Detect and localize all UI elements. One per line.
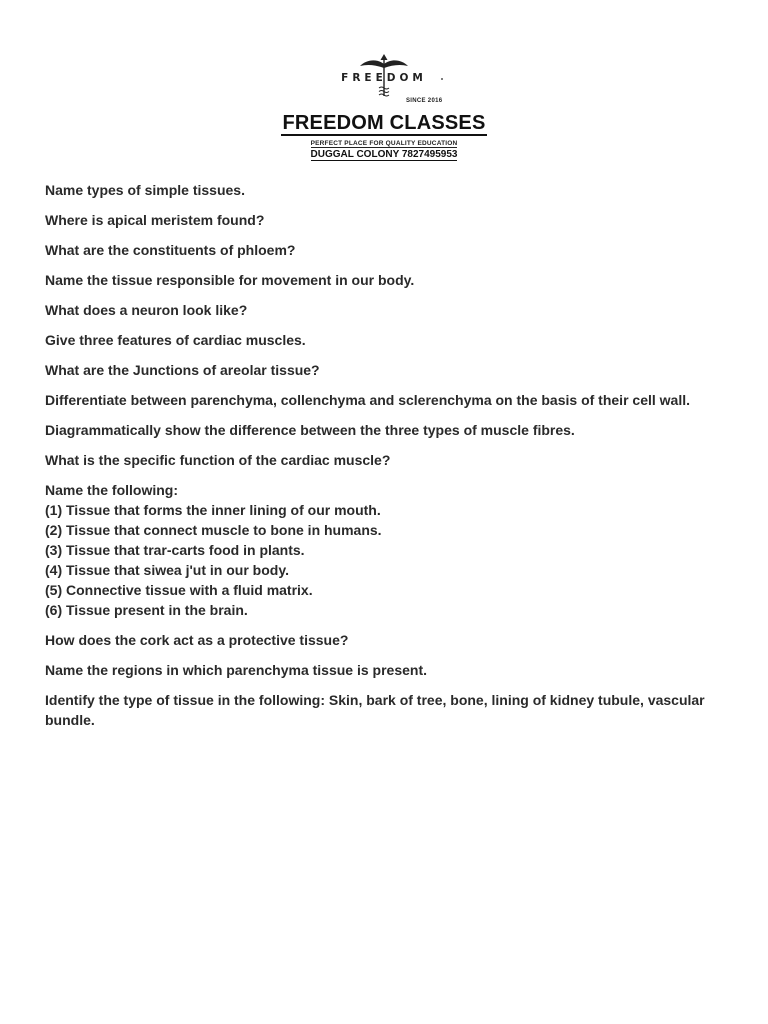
address-phone-text: DUGGAL COLONY 7827495953 <box>310 149 458 160</box>
question-item: Identify the type of tissue in the following: Skin, bark of tree, bone, lining of kidney tubule, vascular bundle. <box>45 692 705 728</box>
question-item: Name the tissue responsible for movement in our body. <box>45 272 415 288</box>
document-header <box>0 52 768 160</box>
name-following-block <box>45 480 725 620</box>
since-label: SINCE 2016 <box>406 98 443 104</box>
name-following-item: (5) Connective tissue with a fluid matrix. <box>45 582 313 598</box>
question-item: What are the Junctions of areolar tissue? <box>45 362 320 378</box>
tagline <box>0 140 768 147</box>
logo-wordmark: FREEDOM <box>341 72 427 84</box>
address-phone <box>0 149 768 160</box>
name-following-item: (4) Tissue that siwea j'ut in our body. <box>45 562 289 578</box>
name-following-item: (1) Tissue that forms the inner lining of our mouth. <box>45 502 381 518</box>
question-item: What is the specific function of the cardiac muscle? <box>45 452 391 468</box>
institute-title-text: FREEDOM CLASSES <box>282 112 486 134</box>
name-following-heading: Name the following: <box>45 482 178 498</box>
name-following-item: (2) Tissue that connect muscle to bone in humans. <box>45 522 382 538</box>
question-item: Diagrammatically show the difference between the three types of muscle fibres. <box>45 422 575 438</box>
institute-title <box>0 112 768 136</box>
question-item: What are the constituents of phloem? <box>45 242 296 258</box>
question-list <box>45 180 725 740</box>
question-item: Differentiate between parenchyma, collenchyma and sclerenchyma on the basis of their cell wall. <box>45 392 690 408</box>
question-item: How does the cork act as a protective tissue? <box>45 632 349 648</box>
tagline-text: PERFECT PLACE FOR QUALITY EDUCATION <box>310 140 458 147</box>
question-item: Where is apical meristem found? <box>45 212 265 228</box>
name-following-item: (6) Tissue present in the brain. <box>45 602 248 618</box>
question-item: What does a neuron look like? <box>45 302 248 318</box>
name-following-item: (3) Tissue that trar-carts food in plants. <box>45 542 305 558</box>
question-item: Give three features of cardiac muscles. <box>45 332 306 348</box>
question-item: Name types of simple tissues. <box>45 182 245 198</box>
freedom-logo <box>314 52 454 106</box>
question-item: Name the regions in which parenchyma tissue is present. <box>45 662 428 678</box>
